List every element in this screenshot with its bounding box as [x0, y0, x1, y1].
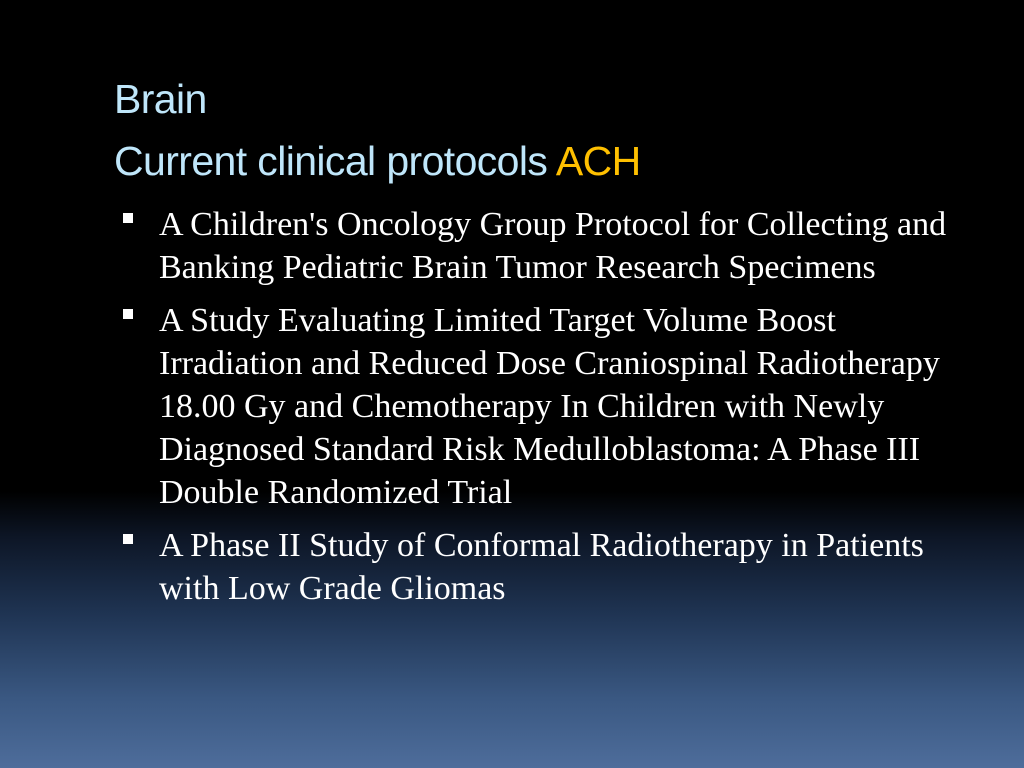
bullet-text: A Study Evaluating Limited Target Volume Boost Irradiation and Reduced Dose Craniospinal Radiotherapy 18.00 Gy and Chemotherapy In Children with Newly Diagnosed Standard Risk Medulloblastoma: A Phase III Double Randomized Trial	[159, 302, 940, 511]
square-bullet-icon	[123, 534, 133, 544]
bullet-text: A Children's Oncology Group Protocol for Collecting and Banking Pediatric Brain Tumor Research Specimens	[159, 206, 947, 286]
bullet-item	[0, 524, 1024, 610]
square-bullet-icon	[123, 213, 133, 223]
title-line-1: Brain	[114, 76, 207, 122]
bullet-text: A Phase II Study of Conformal Radiotherapy in Patients with Low Grade Gliomas	[159, 527, 924, 607]
title-main-text: Current clinical protocols	[114, 138, 548, 184]
bullet-list	[0, 203, 1024, 620]
title-line-2	[114, 130, 974, 192]
title-accent-text: ACH	[555, 138, 641, 184]
bullet-item	[0, 203, 1024, 289]
square-bullet-icon	[123, 309, 133, 319]
bullet-item	[0, 299, 1024, 514]
slide-title	[114, 68, 974, 192]
